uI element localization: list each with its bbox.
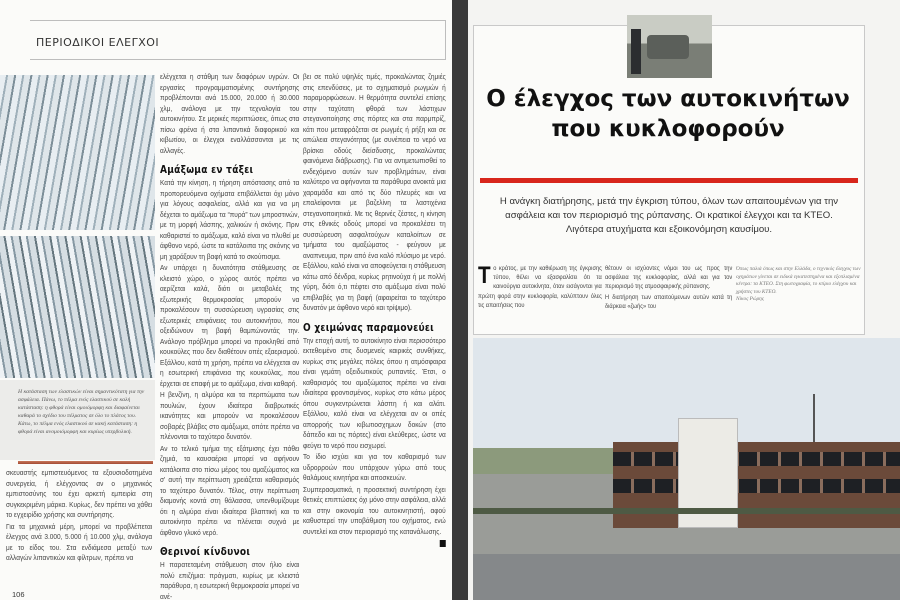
paragraph: Αν το τελικό τμήμα της εξάτμισης έχει πάθει ζημιά, τα καυσαέρια μπορεί να αφήνουν κατάλοιπα στο πίσω μέρος του αμαξώματος και σ' αυτή την περίπτωση χρειάζεται καθαρισμός το ταχύτερο δυνατόν. Τέλος, στην περίπτωση διαμονής κοντά στη θάλασσα, υπενθυμίζουμε ότι η αλμύρα είναι ιδιαίτερα βλαπτική και το αυτοκίνητο πρέπει να πλένεται συχνά με άφθονο γλυκό νερό. (160, 443, 300, 537)
column-2 (160, 72, 299, 600)
title-line: που κυκλοφορούν (551, 116, 785, 142)
paragraph: βει σε πολύ υψηλές τιμές, προκαλώντας ζημιές στις επενδύσεις, με το σχηματισμό ρωγμών ή παραμορφώσεων. Η θερμότητα συντελεί επίσης στην ταχύτατη φθορά των λάστιχων στεγανοποίησης στις πόρτες και στα παρμπρίζ, κάτι που μεταφράζεται σε ρωγμές ή ρήξη και σε απώλεια στεγανότητας (με συνέπεια το νερό να βρίσκει οδούς διείσδυσης, προκαλώντας φαινόμενα διάβρωσης). Για να αντιμετωπισθεί το ενδεχόμενο αυτών των προβλημάτων, είναι καλύτερο να αφήνονται τα παράθυρα ανοικτά μια χαραμάδα και από τις δύο πλευρές και να επαλείφονται με βαζελίνη τα λαστιχένια στεγανοποιητικά. Με τις θερινές ζέστες, η κίνηση στις εθνικές οδούς μπορεί να προκαλέσει τη συσσώρευση ασφαλτούχων καταλοίπων σε τμήματα του αμαξώματος - φεύγουν με αναπνευμα, πριν από ένα καλό πλύσιμο με νερό. Εξάλλου, καλό είναι να αποφεύγεται η στάθμευση κάτω από δένδρα, κυρίως ρητινούχα ή με πολλή γύρη, διότι ό,τι πέφτει στο αμάξωμα είναι πολύ επιβλαβές για τη βαφή (αφαιρείται το ταχύτερο δυνατόν με άφθονο νερό και τρίψιμο). (303, 72, 446, 312)
photo-credit: Νίκος Ρώρης (736, 296, 764, 303)
tire-tread-good-photo (0, 75, 155, 230)
column-3 (303, 72, 446, 547)
caption-text: Όπως παλιά όπως και στην Ελλάδα, ο τεχνικός έλεγχος των οχημάτων γίνεται σε ειδικά εγκατεστημένα και εξοπλισμένα κέντρα: τα ΚΤΕΟ. Στη φωτογραφία, το κτίριο ελέγχου και χρήστες του ΚΤΕΟ. (736, 266, 861, 295)
section-header (30, 20, 446, 60)
paragraph: Η βενζίνη, η αλμύρα και τα περιττώματα των πουλιών, έχουν ιδιαίτερα διαβρωτικές ικανότητες και μπορούν να προκαλέσουν σοβαρές βλάβες στο αμάξωμα, οπότε πρέπει να πλένονται το ταχύτερο δυνατόν. (160, 390, 300, 441)
drop-cap: Τ (478, 262, 491, 289)
subheading: Ο χειμώνας παραμονεύει (303, 321, 434, 334)
paragraph: Η παρατεταμένη στάθμευση στον ήλιο είναι πολύ επιζήμια: πράγματι, κυρίως με κλειστά παράθυρα, η εσωτερική θερμοκρασία μπορεί να ανέ- (160, 560, 300, 600)
article-column-2 (605, 264, 732, 312)
paragraph: ο κράτος, με την καθιέρωση της έγκρισης τύπου, θέλει να εξασφαλίσει ότι τα καινούργια αυτοκίνητα, όταν εισάγονται για πρώτη φορά στην κυκλοφορία, καλύπτουν όλες τις απαιτήσεις που (478, 265, 602, 309)
paragraph: σκευαστής εμπιστευόμενος τα εξουσιοδοτημένα συνεργεία, ή ελέγχοντας αν ο μηχανικός εμπιστοσύνης του έχει αρκετή εμπειρία στη συγκεκριμένη μάρκα. Κυρίως, δεν πρέπει να χάθει το εγχειρίδιο χρήσης και συντήρησης. (6, 468, 153, 519)
paragraph: Συμπερασματικά, η προσεκτική συντήρηση έχει θετικές επιπτώσεις όχι μόνο στην ασφάλεια, αλλά και στην οικονομία του αυτοκινητιστή, αφού καθυστερεί την υποβάθμιση του οχήματος, ενώ συντελεί και στον περιορισμό της κατανάλωσης. (303, 484, 446, 536)
paragraph: Κατά την κίνηση, η τήρηση απόστασης από τα προπορευόμενα οχήματα επιβάλλεται όχι μόνο για λόγους ασφαλείας, αλλά και για να μη δέχεται το αμάξωμα τα “πυρά” των μπροστινών, με τη μορφή λάσπης, χαλικιών ή σκόνης. Πριν καθαριστεί το αμάξωμα, καλό είναι να πλυθεί με άφθονο νερό, ώστε τα κατάλοιπα της σκόνης να μη χαράξουν τη βαφή κατά το σκούπισμα. (160, 178, 300, 261)
article-subtitle: Η ανάγκη διατήρησης, μετά την έγκριση τύπου, όλων των απαιτουμένων για την ασφάλεια και τον περιορισμό της ρύπανσης. Οι κρατικοί έλεγχοι και τα ΚΤΕΟ. Λιγότερα ατυχήματα και εξοικονόμηση καυσίμου. (499, 196, 839, 235)
paragraph: Το ίδιο ισχύει και για τον καθαρισμό των υδρορροών που υπάρχουν γύρω από τους θαλάμους κινητήρα και αποσκευών. (303, 452, 446, 482)
photo-caption: Η κατάσταση των ελαστικών είναι σημαντικότατη για την ασφάλεια. Πάνω, το πέλμα ενός ελαστικού σε καλή κατάσταση: η φθορά είναι ομοιόμορφη και διαφαίνεται καθαρά το σχέδιο του πέλματος σε όλο το πλάτος του. Κάτω, το πέλμα ενός ελαστικού σε κακή κατάσταση: η φθορά είναι ανομοιόμορφη και κυρίως υπερβολική. (0, 380, 155, 460)
page-number: 106 (12, 590, 25, 599)
subheading: Αμάξωμα εν τάξει (160, 164, 254, 176)
paragraph: Για τα μηχανικά μέρη, μπορεί να προβλέπεται έλεγχος ανά 3.000, 5.000 ή 10.000 χλμ, ανάλογα με το είδος του. Στα ενδιάμεσα μεταξύ των αλλαγών λιπαντικών και φίλτρων, πρέπει να (6, 521, 153, 562)
paragraph: ελέγχεται η στάθμη των διαφόρων υγρών. Οι εργασίες προγραμματισμένης συντήρησης προβλέπονται ανά 15.000, 20.000 ή 30.000 χλμ, ανάλογα με την τεχνολογία του αυτοκινήτου. Σε μερικές περιπτώσεις, όπως στα πίσω φρένα ή στα λιπαντικά διαφορικού και κιβωτίου, οι έλεγχοι εναλλάσσονται με τις αλλαγές. (160, 72, 300, 155)
paragraph: Την εποχή αυτή, το αυτοκίνητο είναι περισσότερο εκτεθειμένο στις δυσμενείς καιρικές συνθήκες, κυρίως στις μεγάλες πόλεις όπου η ατμόσφαιρα είναι γεμάτη οξειδωτικούς ρυπαντές. Έτσι, ο καθαρισμός του αμαξώματος πρέπει να είναι ιδιαίτερα φροντισμένος, κυρίως στο κάτω μέρος όπου συγκεντρώνεται λάσπη ή και αλάτι. Εξάλλου, καλό είναι να ελέγχεται αν οι οπές απορροής των κιβωτιοσχημων δοκών (στο δάπεδο και τις πόρτες) είναι ελεύθερες, ώστε να φεύγει το νερό που εισχωρεί. (303, 335, 446, 450)
paragraph: Αν υπάρχει η δυνατότητα στάθμευσης σε κλειστό χώρο, ο χώρος αυτός πρέπει να αερίζεται καλά, διότι οι μεταβολές της εξωτερικής θερμοκρασίας μπορούν να προκαλέσουν τη συσσώρευση υγρασίας στις εξωτερικές επιφάνειες του αυτοκινήτου, που οξειδώνουν τη βαφή θαμπώνοντάς την. Ανάλογο πρόβλημα μπορεί να προκληθεί από κουκούλες που δεν διαθέτουν οπές εξαερισμού. Εξάλλου, κατά τη χρήση, πρέπει να ελέγχεται αν η εσωτερική επιφάνεια της κουκούλας, που έρχεται σε επαφή με το αμάξωμα, είναι καθαρή. (160, 263, 300, 388)
section-title: ΠΕΡΙΟΔΙΚΟΙ ΕΛΕΓΧΟΙ (36, 36, 160, 49)
end-mark (440, 540, 446, 547)
divider (18, 461, 153, 464)
side-caption (736, 266, 861, 304)
accent-bar (480, 178, 858, 183)
inspection-center-photo (473, 338, 900, 600)
title-line: Ο έλεγχος των αυτοκινήτων (486, 86, 850, 112)
car-photo (627, 15, 712, 78)
paragraph: θέτουν οι ισχύοντες νόμοι του ως προς την ασφάλεια της κυκλοφορίας, αλλά και για τον περιορισμό της ατμοσφαιρικής ρύπανσης. (605, 265, 733, 291)
article-title (468, 84, 868, 144)
right-page (468, 0, 900, 600)
article-column-1 (478, 264, 602, 310)
paragraph: Η διατήρηση των απαιτούμενων αυτών κατά τη διάρκεια «ζωής» του (605, 293, 733, 310)
tire-tread-worn-photo (0, 236, 155, 378)
column-1 (6, 468, 152, 565)
subheading: Θερινοί κίνδυνοι (160, 546, 251, 558)
